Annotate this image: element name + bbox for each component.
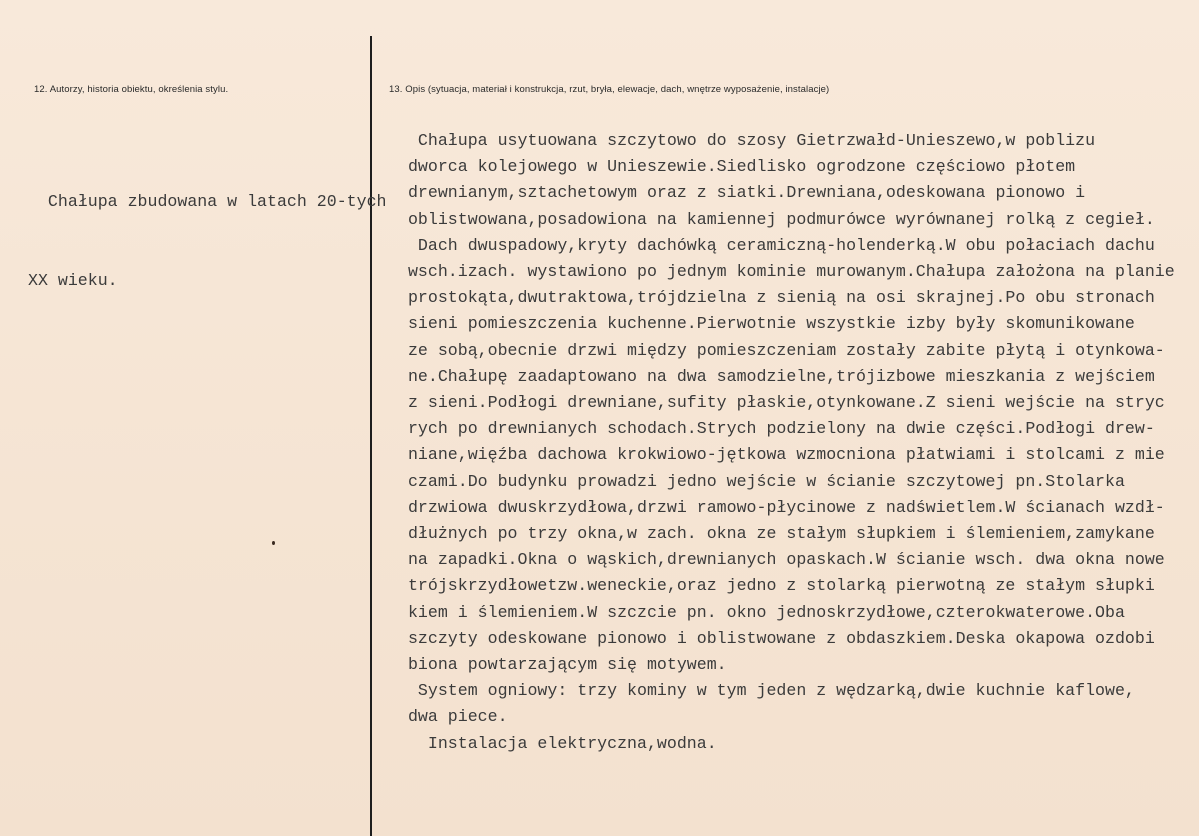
description-text [398, 128, 1175, 757]
text-line: biona powtarzającym się motywem. [398, 655, 727, 675]
text-line: rych po drewnianych schodach.Strych podzielony na dwie części.Podłogi drew- [398, 419, 1155, 439]
text-line: Dach dwuspadowy,kryty dachówką ceramiczną-holenderką.W obu połaciach dachu [398, 235, 1155, 255]
text-line: trójskrzydłowetzw.weneckie,oraz jedno z stolarką pierwotną ze stałym słupki [398, 576, 1155, 596]
authors-history-text [28, 137, 386, 347]
text-line: kiem i ślemieniem.W szczcie pn. okno jednoskrzydłowe,czterokwaterowe.Oba [398, 602, 1125, 622]
text-line: XX wieku. [28, 271, 118, 291]
text-line: ne.Chałupę zaadaptowano na dwa samodzielne,trójizbowe mieszkania z wejściem [398, 366, 1155, 386]
text-line: dworca kolejowego w Unieszewie.Siedlisko ogrodzone częściowo płotem [398, 157, 1076, 177]
text-line: System ogniowy: trzy kominy w tym jeden z wędzarką,dwie kuchnie kaflowe, [398, 681, 1135, 701]
text-line: oblistwowana,posadowiona na kamiennej podmurówce wyrównanej rolką z cegieł. [398, 209, 1155, 229]
text-line: dłużnych po trzy okna,w zach. okna ze stałym słupkiem i ślemieniem,zamykane [398, 524, 1155, 544]
text-line: na zapadki.Okna o wąskich,drewnianych opaskach.W ścianie wsch. dwa okna nowe [398, 550, 1165, 570]
text-line: ze sobą,obecnie drzwi między pomieszczeniam zostały zabite płytą i otynkowa- [398, 340, 1165, 360]
section-13-header: 13. Opis (sytuacja, materiał i konstrukcja, rzut, bryła, elewacje, dach, wnętrze wyposażenie, instalacje) [389, 84, 830, 95]
text-line: niane,więźba dachowa krokwiowo-jętkowa wzmocniona płatwiami i stolcami z mie [398, 445, 1165, 465]
text-line: drewnianym,sztachetowym oraz z siatki.Drewniana,odeskowana pionowo i [398, 183, 1086, 203]
text-line: sieni pomieszczenia kuchenne.Pierwotnie wszystkie izby były skomunikowane [398, 314, 1135, 334]
text-line: Chałupa zbudowana w latach 20-tych [28, 192, 387, 212]
section-12-header: 12. Autorzy, historia obiektu, określenia stylu. [34, 84, 229, 95]
text-line: wsch.izach. wystawiono po jednym kominie murowanym.Chałupa założona na planie [398, 262, 1175, 282]
text-line: drzwiowa dwuskrzydłowa,drzwi ramowo-płycinowe z nadświetlem.W ścianach wzdł- [398, 497, 1165, 517]
text-line: prostokąta,dwutraktowa,trójdzielna z sienią na osi skrajnej.Po obu stronach [398, 288, 1155, 308]
text-line: czami.Do budynku prowadzi jedno wejście w ścianie szczytowej pn.Stolarka [398, 471, 1125, 491]
text-line: Instalacja elektryczna,wodna. [398, 733, 717, 753]
text-line: z sieni.Podłogi drewniane,sufity płaskie,otynkowane.Z sieni wejście na stryc [398, 393, 1165, 413]
ink-speck [272, 541, 275, 545]
text-line: szczyty odeskowane pionowo i oblistwowane z obdaszkiem.Deska okapowa ozdobi [398, 628, 1155, 648]
text-line: dwa piece. [398, 707, 508, 727]
text-line: Chałupa usytuowana szczytowo do szosy Gietrzwałd-Unieszewo,w poblizu [398, 131, 1096, 150]
